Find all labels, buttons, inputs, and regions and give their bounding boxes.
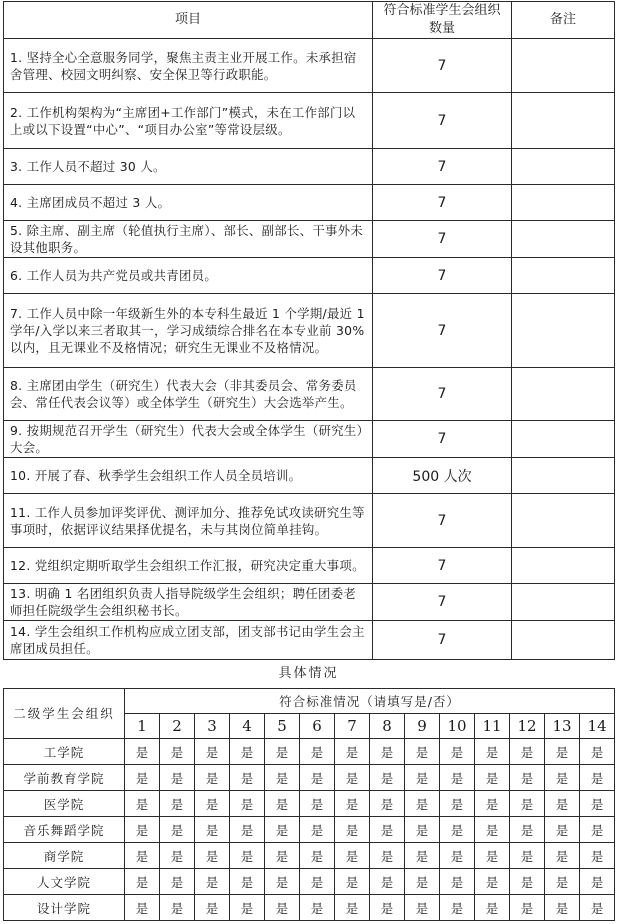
section-title: 具体情况 — [278, 666, 339, 681]
compliance-cell: 是 — [160, 739, 195, 765]
compliance-cell: 是 — [265, 869, 300, 895]
criteria-number: 10 — [440, 714, 475, 739]
compliance-cell: 是 — [195, 791, 230, 817]
compliance-cell: 是 — [405, 895, 440, 921]
compliance-cell: 是 — [195, 739, 230, 765]
compliance-cell: 是 — [195, 869, 230, 895]
compliance-cell: 是 — [510, 869, 545, 895]
criteria-number: 11 — [475, 714, 510, 739]
compliance-cell: 是 — [300, 739, 335, 765]
compliance-cell: 是 — [545, 843, 580, 869]
compliance-cell: 是 — [440, 843, 475, 869]
header-item: 项目 — [4, 2, 373, 39]
criteria-row — [4, 258, 615, 294]
org-row — [4, 791, 615, 817]
compliance-cell: 是 — [545, 791, 580, 817]
header-note: 备注 — [512, 2, 615, 39]
criteria-number: 8 — [370, 714, 405, 739]
criteria-note — [512, 294, 615, 368]
criteria-number: 12 — [510, 714, 545, 739]
compliance-cell: 是 — [300, 765, 335, 791]
criteria-note — [512, 421, 615, 458]
criteria-table — [3, 1, 615, 660]
criteria-note — [512, 185, 615, 221]
criteria-row — [4, 149, 615, 185]
compliance-cell: 是 — [125, 817, 160, 843]
compliance-cell: 是 — [370, 843, 405, 869]
criteria-count: 7 — [373, 294, 512, 368]
criteria-count: 7 — [373, 221, 512, 258]
compliance-cell: 是 — [580, 895, 615, 921]
compliance-cell: 是 — [370, 739, 405, 765]
criteria-row — [4, 458, 615, 494]
org-row — [4, 765, 615, 791]
org-name: 学前教育学院 — [4, 765, 125, 791]
compliance-cell: 是 — [195, 817, 230, 843]
compliance-cell: 是 — [545, 895, 580, 921]
compliance-cell: 是 — [405, 817, 440, 843]
compliance-cell: 是 — [230, 817, 265, 843]
org-name: 人文学院 — [4, 869, 125, 895]
criteria-note — [512, 149, 615, 185]
criteria-text: 12. 党组织定期听取学生会组织工作汇报，研究决定重大事项。 — [4, 548, 373, 584]
criteria-note — [512, 621, 615, 660]
criteria-count: 7 — [373, 93, 512, 149]
compliance-cell: 是 — [475, 869, 510, 895]
compliance-cell: 是 — [545, 817, 580, 843]
criteria-row — [4, 548, 615, 584]
criteria-count: 7 — [373, 368, 512, 421]
compliance-cell: 是 — [405, 791, 440, 817]
compliance-cell: 是 — [160, 791, 195, 817]
compliance-cell: 是 — [370, 765, 405, 791]
compliance-cell: 是 — [440, 765, 475, 791]
criteria-row — [4, 368, 615, 421]
criteria-row — [4, 93, 615, 149]
criteria-number: 6 — [300, 714, 335, 739]
compliance-cell: 是 — [475, 765, 510, 791]
compliance-cell: 是 — [230, 765, 265, 791]
compliance-cell: 是 — [510, 739, 545, 765]
compliance-cell: 是 — [160, 895, 195, 921]
compliance-cell: 是 — [230, 869, 265, 895]
compliance-cell: 是 — [475, 791, 510, 817]
org-row — [4, 843, 615, 869]
compliance-cell: 是 — [265, 895, 300, 921]
compliance-cell: 是 — [300, 843, 335, 869]
criteria-note — [512, 584, 615, 621]
header-conditions: 符合标准情况（请填写是/否） — [125, 689, 615, 714]
criteria-text: 4. 主席团成员不超过 3 人。 — [4, 185, 373, 221]
compliance-cell: 是 — [335, 869, 370, 895]
criteria-number: 9 — [405, 714, 440, 739]
compliance-cell: 是 — [195, 843, 230, 869]
criteria-row — [4, 584, 615, 621]
org-name: 工学院 — [4, 739, 125, 765]
criteria-text: 14. 学生会组织工作机构应成立团支部，团支部书记由学生会主席团成员担任。 — [4, 621, 373, 660]
compliance-cell: 是 — [265, 843, 300, 869]
criteria-count: 7 — [373, 494, 512, 548]
compliance-cell: 是 — [335, 765, 370, 791]
compliance-cell: 是 — [580, 765, 615, 791]
compliance-cell: 是 — [300, 895, 335, 921]
compliance-cell: 是 — [440, 895, 475, 921]
org-row — [4, 869, 615, 895]
org-name: 医学院 — [4, 791, 125, 817]
criteria-text: 6. 工作人员为共产党员或共青团员。 — [4, 258, 373, 294]
compliance-cell: 是 — [440, 869, 475, 895]
criteria-number: 5 — [265, 714, 300, 739]
compliance-cell: 是 — [265, 765, 300, 791]
compliance-cell: 是 — [475, 895, 510, 921]
criteria-row — [4, 294, 615, 368]
criteria-text: 5. 除主席、副主席（轮值执行主席）、部长、副部长、干事外未设其他职务。 — [4, 221, 373, 258]
compliance-cell: 是 — [440, 791, 475, 817]
compliance-cell: 是 — [545, 869, 580, 895]
compliance-cell: 是 — [125, 869, 160, 895]
criteria-count: 500 人次 — [373, 458, 512, 494]
criteria-count: 7 — [373, 421, 512, 458]
criteria-count: 7 — [373, 584, 512, 621]
compliance-cell: 是 — [580, 739, 615, 765]
criteria-note — [512, 93, 615, 149]
org-name: 商学院 — [4, 843, 125, 869]
compliance-cell: 是 — [405, 869, 440, 895]
criteria-number: 3 — [195, 714, 230, 739]
compliance-cell: 是 — [125, 843, 160, 869]
compliance-cell: 是 — [440, 817, 475, 843]
criteria-note — [512, 494, 615, 548]
criteria-number: 2 — [160, 714, 195, 739]
compliance-cell: 是 — [160, 843, 195, 869]
criteria-text: 7. 工作人员中除一年级新生外的本专科生最近 1 个学期/最近 1 学年/入学以来三者取其一，学习成绩综合排名在本专业前 30%以内，且无课业不及格情况；研究生无课业不及格情况。 — [4, 294, 373, 368]
org-name: 设计学院 — [4, 895, 125, 921]
compliance-cell: 是 — [335, 739, 370, 765]
criteria-count: 7 — [373, 548, 512, 584]
header-org: 二级学生会组织 — [4, 689, 125, 739]
criteria-count: 7 — [373, 258, 512, 294]
compliance-cell: 是 — [405, 739, 440, 765]
compliance-cell: 是 — [335, 843, 370, 869]
org-name: 音乐舞蹈学院 — [4, 817, 125, 843]
compliance-cell: 是 — [370, 791, 405, 817]
criteria-count: 7 — [373, 185, 512, 221]
criteria-number: 14 — [580, 714, 615, 739]
compliance-cell: 是 — [335, 817, 370, 843]
criteria-count: 7 — [373, 621, 512, 660]
criteria-row — [4, 39, 615, 93]
criteria-note — [512, 258, 615, 294]
criteria-number: 7 — [335, 714, 370, 739]
criteria-text: 3. 工作人员不超过 30 人。 — [4, 149, 373, 185]
compliance-cell: 是 — [370, 817, 405, 843]
compliance-cell: 是 — [265, 791, 300, 817]
criteria-text: 11. 工作人员参加评奖评优、测评加分、推荐免试攻读研究生等事项时，依据评议结果择优提名，未与其岗位简单挂钩。 — [4, 494, 373, 548]
compliance-cell: 是 — [405, 843, 440, 869]
compliance-cell: 是 — [195, 765, 230, 791]
detail-table — [3, 688, 615, 921]
compliance-cell: 是 — [230, 895, 265, 921]
compliance-cell: 是 — [230, 791, 265, 817]
criteria-row — [4, 421, 615, 458]
compliance-cell: 是 — [510, 843, 545, 869]
compliance-cell: 是 — [510, 817, 545, 843]
compliance-cell: 是 — [160, 765, 195, 791]
compliance-cell: 是 — [370, 869, 405, 895]
compliance-cell: 是 — [300, 817, 335, 843]
compliance-cell: 是 — [580, 869, 615, 895]
compliance-cell: 是 — [125, 765, 160, 791]
compliance-cell: 是 — [230, 843, 265, 869]
compliance-cell: 是 — [405, 765, 440, 791]
header-count: 符合标准学生会组织数量 — [373, 2, 512, 39]
compliance-cell: 是 — [230, 739, 265, 765]
compliance-cell: 是 — [475, 739, 510, 765]
criteria-note — [512, 548, 615, 584]
compliance-cell: 是 — [510, 791, 545, 817]
org-row — [4, 739, 615, 765]
criteria-count: 7 — [373, 149, 512, 185]
criteria-text: 10. 开展了春、秋季学生会组织工作人员全员培训。 — [4, 458, 373, 494]
compliance-cell: 是 — [265, 817, 300, 843]
compliance-cell: 是 — [300, 791, 335, 817]
criteria-number: 13 — [545, 714, 580, 739]
criteria-number: 1 — [125, 714, 160, 739]
criteria-text: 1. 坚持全心全意服务同学，聚焦主责主业开展工作。未承担宿舍管理、校园文明纠察、安全保卫等行政职能。 — [4, 39, 373, 93]
criteria-note — [512, 458, 615, 494]
compliance-cell: 是 — [125, 895, 160, 921]
compliance-cell: 是 — [510, 765, 545, 791]
org-row — [4, 895, 615, 921]
compliance-cell: 是 — [125, 739, 160, 765]
criteria-number: 4 — [230, 714, 265, 739]
compliance-cell: 是 — [160, 817, 195, 843]
criteria-text: 13. 明确 1 名团组织负责人指导院级学生会组织；聘任团委老师担任院级学生会组织秘书长。 — [4, 584, 373, 621]
compliance-cell: 是 — [440, 739, 475, 765]
compliance-cell: 是 — [545, 765, 580, 791]
criteria-row — [4, 221, 615, 258]
criteria-note — [512, 39, 615, 93]
compliance-cell: 是 — [335, 791, 370, 817]
compliance-cell: 是 — [265, 739, 300, 765]
criteria-note — [512, 221, 615, 258]
compliance-cell: 是 — [475, 817, 510, 843]
criteria-row — [4, 621, 615, 660]
compliance-cell: 是 — [475, 843, 510, 869]
compliance-cell: 是 — [580, 843, 615, 869]
criteria-text: 9. 按期规范召开学生（研究生）代表大会或全体学生（研究生）大会。 — [4, 421, 373, 458]
compliance-cell: 是 — [125, 791, 160, 817]
compliance-cell: 是 — [195, 895, 230, 921]
criteria-row — [4, 185, 615, 221]
compliance-cell: 是 — [510, 895, 545, 921]
compliance-cell: 是 — [300, 869, 335, 895]
compliance-cell: 是 — [160, 869, 195, 895]
criteria-row — [4, 494, 615, 548]
criteria-text: 8. 主席团由学生（研究生）代表大会（非其委员会、常务委员会、常任代表会议等）或全体学生（研究生）大会选举产生。 — [4, 368, 373, 421]
criteria-text: 2. 工作机构架构为“主席团+工作部门”模式，未在工作部门以上或以下设置“中心”、“项目办公室”等常设层级。 — [4, 93, 373, 149]
criteria-count: 7 — [373, 39, 512, 93]
criteria-note — [512, 368, 615, 421]
compliance-cell: 是 — [580, 791, 615, 817]
compliance-cell: 是 — [335, 895, 370, 921]
compliance-cell: 是 — [580, 817, 615, 843]
org-row — [4, 817, 615, 843]
compliance-cell: 是 — [370, 895, 405, 921]
compliance-cell: 是 — [545, 739, 580, 765]
